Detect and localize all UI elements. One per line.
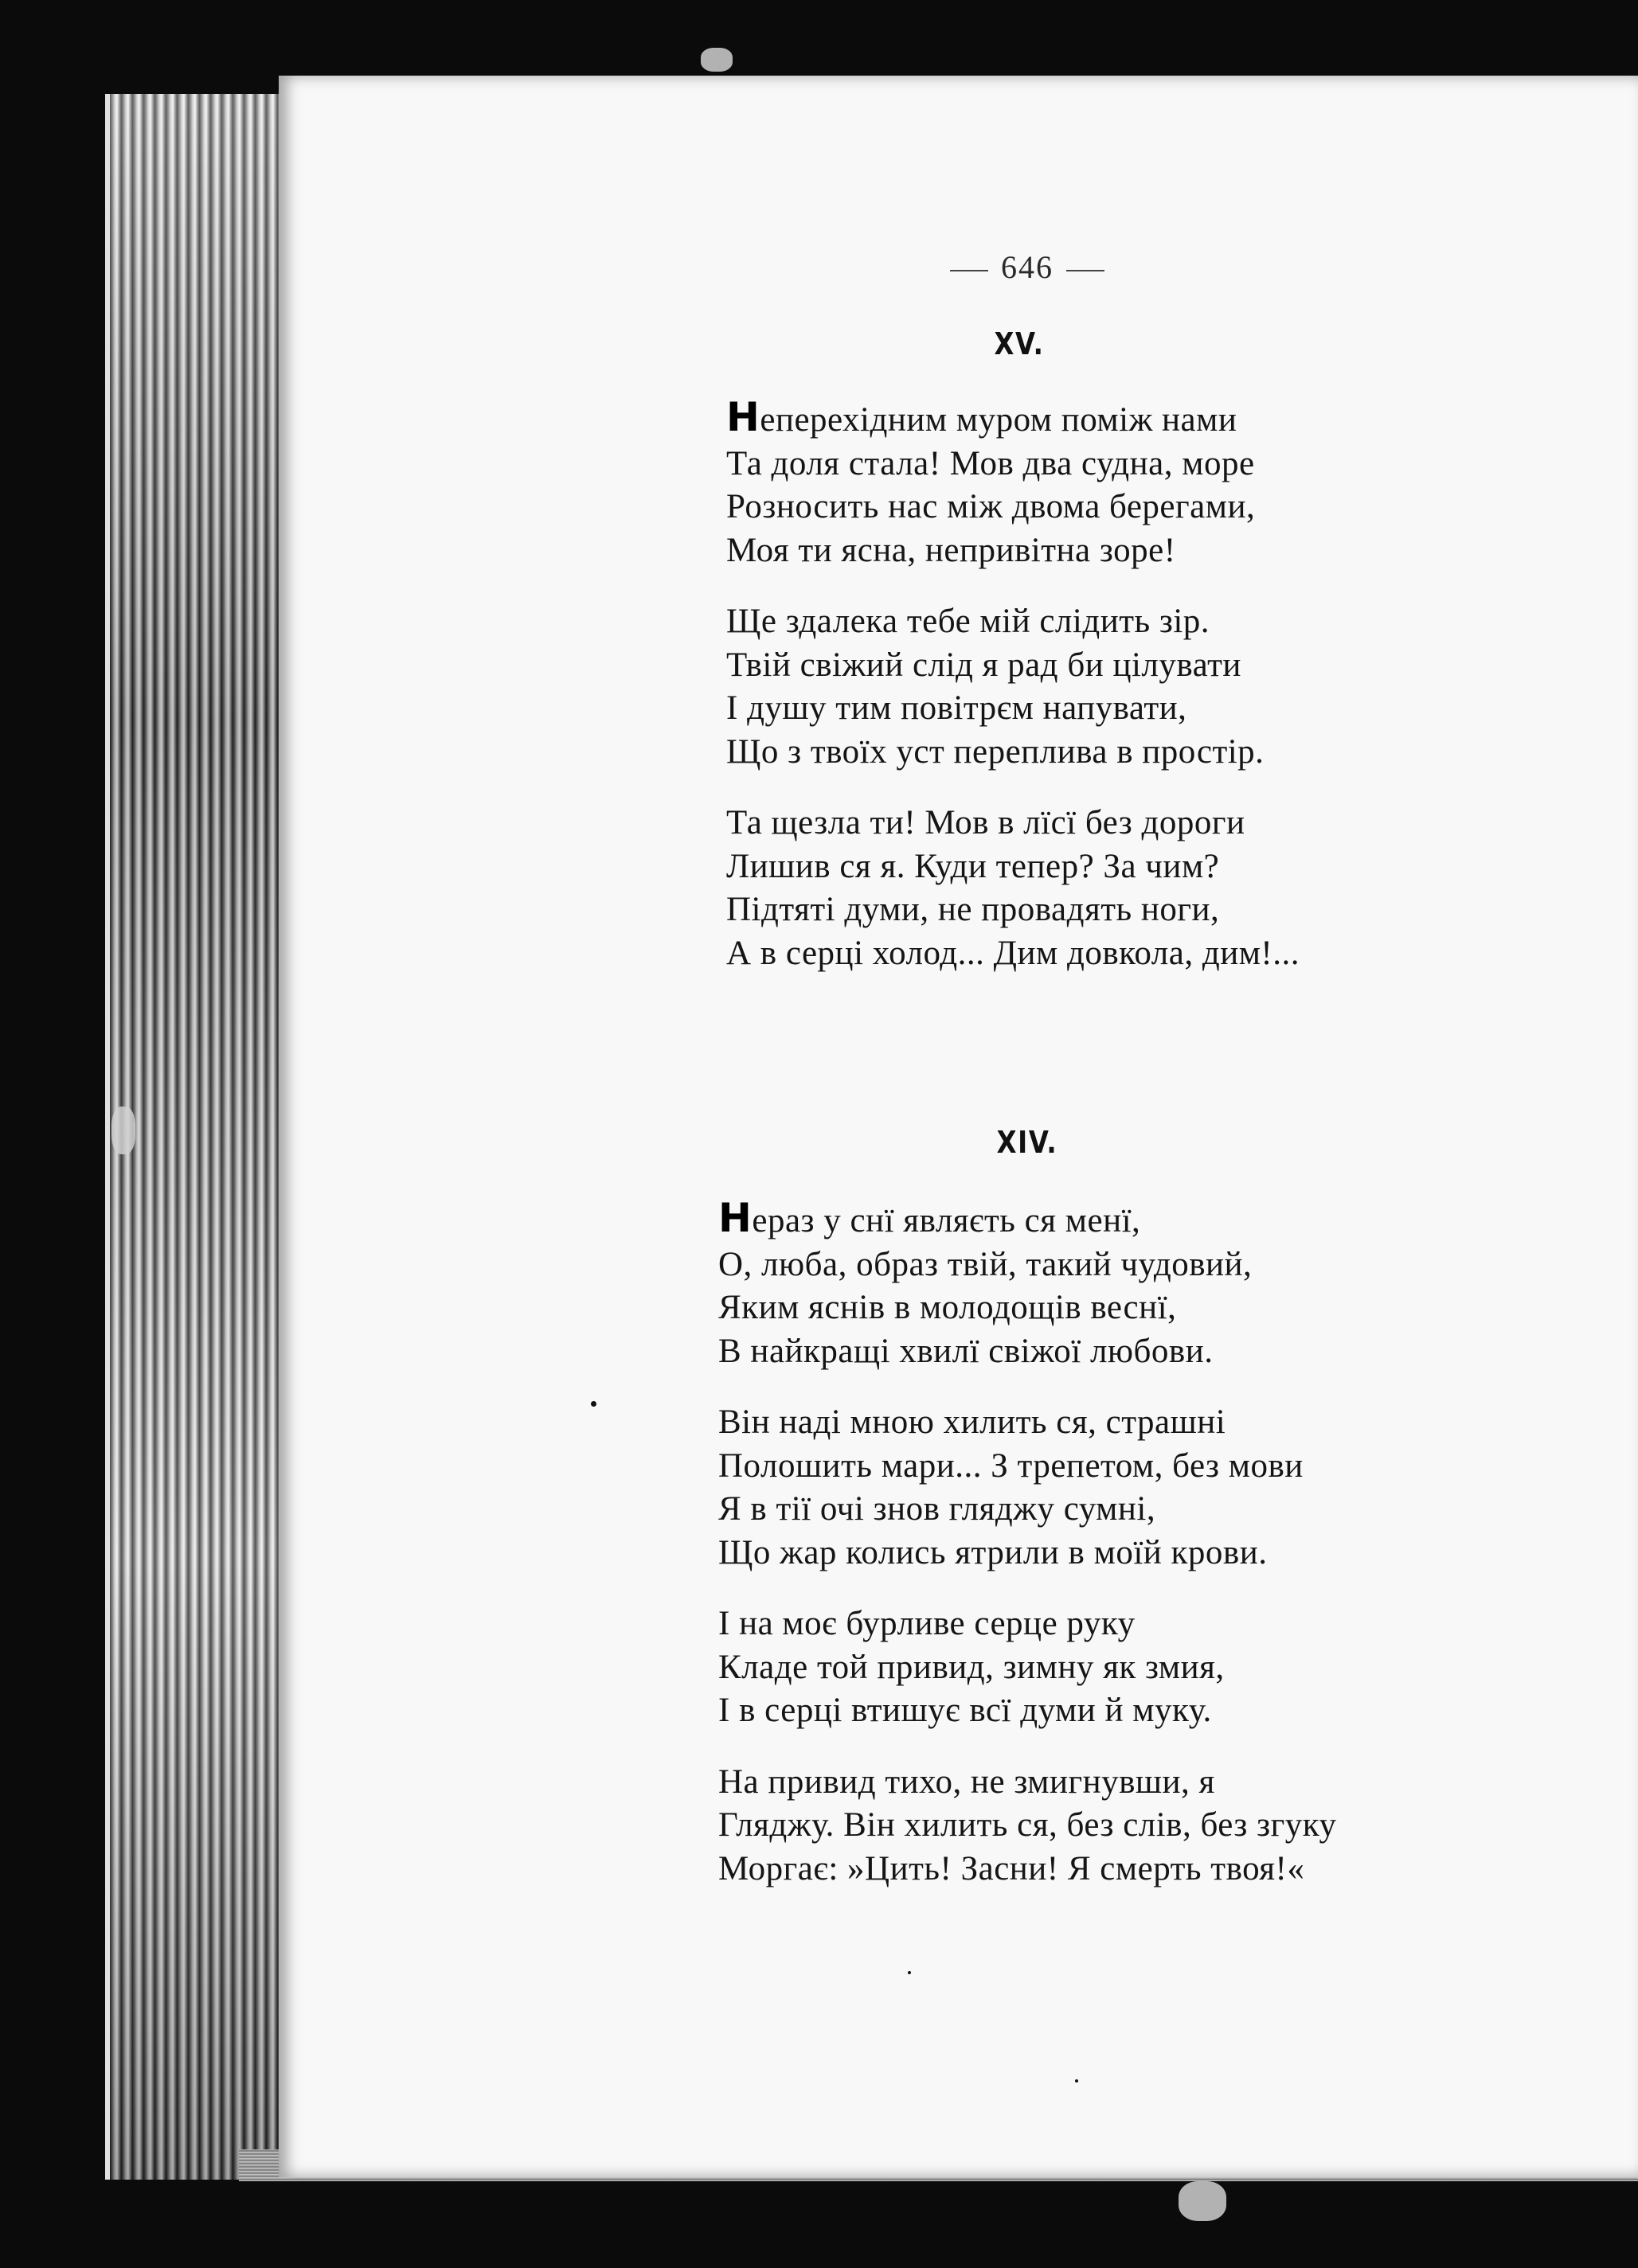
poem-line: Та доля стала! Мов два судна, море <box>726 444 1255 482</box>
page-number-dash-right <box>1066 270 1104 271</box>
poem-line: Яким яснів в молодощів веснї, <box>718 1289 1177 1326</box>
poem-line: Твій свіжий слід я рад би цілувати <box>726 646 1241 684</box>
scan-artifact <box>1179 2181 1226 2221</box>
poem-line: Ще здалека тебе мій слідить зір. <box>726 603 1210 640</box>
ink-speck <box>1075 2079 1078 2083</box>
poem-line-text: ераз у снї являєть ся менї, <box>752 1202 1141 1239</box>
stanza <box>718 1401 1337 1575</box>
poem-body <box>718 1196 1337 1919</box>
poem-line: Що жар колись ятрили в моїй крови. <box>718 1533 1268 1571</box>
poem-line: Підтяті думи, не провадять ноги, <box>726 891 1220 928</box>
stanza <box>718 1196 1337 1373</box>
initial-letter: Н <box>718 1195 753 1241</box>
poem-line-text: еперехідним муром поміж нами <box>760 401 1237 439</box>
poem-line: О, люба, образ твій, такий чудовий, <box>718 1245 1253 1283</box>
page-number-dash-left <box>950 270 988 271</box>
poem-line: А в серці холод... Дим довкола, дим!... <box>726 934 1300 972</box>
ink-speck <box>591 1401 596 1407</box>
poem-line: Полошить мари... З трепетом, без мови <box>718 1446 1304 1485</box>
poem-line: Він наді мною хилить ся, страшні <box>718 1403 1226 1441</box>
stanza <box>718 1761 1337 1891</box>
poem-line: Що з твоїх уст переплива в простір. <box>726 732 1265 771</box>
poem-heading: XV. <box>994 326 1045 361</box>
poem-line: Лишив ся я. Куди тепер? За чим? <box>726 847 1220 885</box>
initial-letter: Н <box>726 394 760 440</box>
poem-body <box>726 396 1300 1003</box>
poem-line: Розносить нас між двома берегами, <box>726 488 1256 525</box>
poem-line: Та щезла ти! Мов в лїсї без дороги <box>726 804 1245 841</box>
poem-line: І в серці втишує всї думи й муку. <box>718 1692 1212 1729</box>
scan-artifact <box>701 48 733 72</box>
poem-line: На привид тихо, не змигнувши, я <box>718 1762 1215 1801</box>
poem-line: Моргає: »Цить! Засни! Я смерть твоя!« <box>718 1849 1305 1887</box>
poem-line: Я в тії очі знов гляджу сумні, <box>718 1490 1156 1528</box>
page-number-value: 646 <box>1001 249 1054 285</box>
poem-line: В найкращі хвилї свіжої любови. <box>718 1332 1214 1370</box>
page-number <box>916 248 1139 286</box>
poem-line: І на моє бурливе серце руку <box>718 1605 1136 1642</box>
scan-artifact <box>111 1107 135 1154</box>
stanza <box>726 600 1300 774</box>
stanza <box>726 396 1300 572</box>
stanza <box>718 1602 1337 1733</box>
poem-heading: XIV. <box>996 1125 1058 1160</box>
poem-line <box>726 396 1300 443</box>
poem-line: Кладе той привид, зимну як змия, <box>718 1648 1225 1686</box>
poem-line: І душу тим повітрєм напувати, <box>726 689 1187 727</box>
poem-line: Моя ти ясна, непривітна зоре! <box>726 531 1176 569</box>
stanza <box>726 802 1300 975</box>
poem-line: Гляджу. Він хилить ся, без слів, без згуку <box>718 1806 1337 1844</box>
ink-speck <box>908 1971 911 1974</box>
poem-line <box>718 1196 1337 1243</box>
